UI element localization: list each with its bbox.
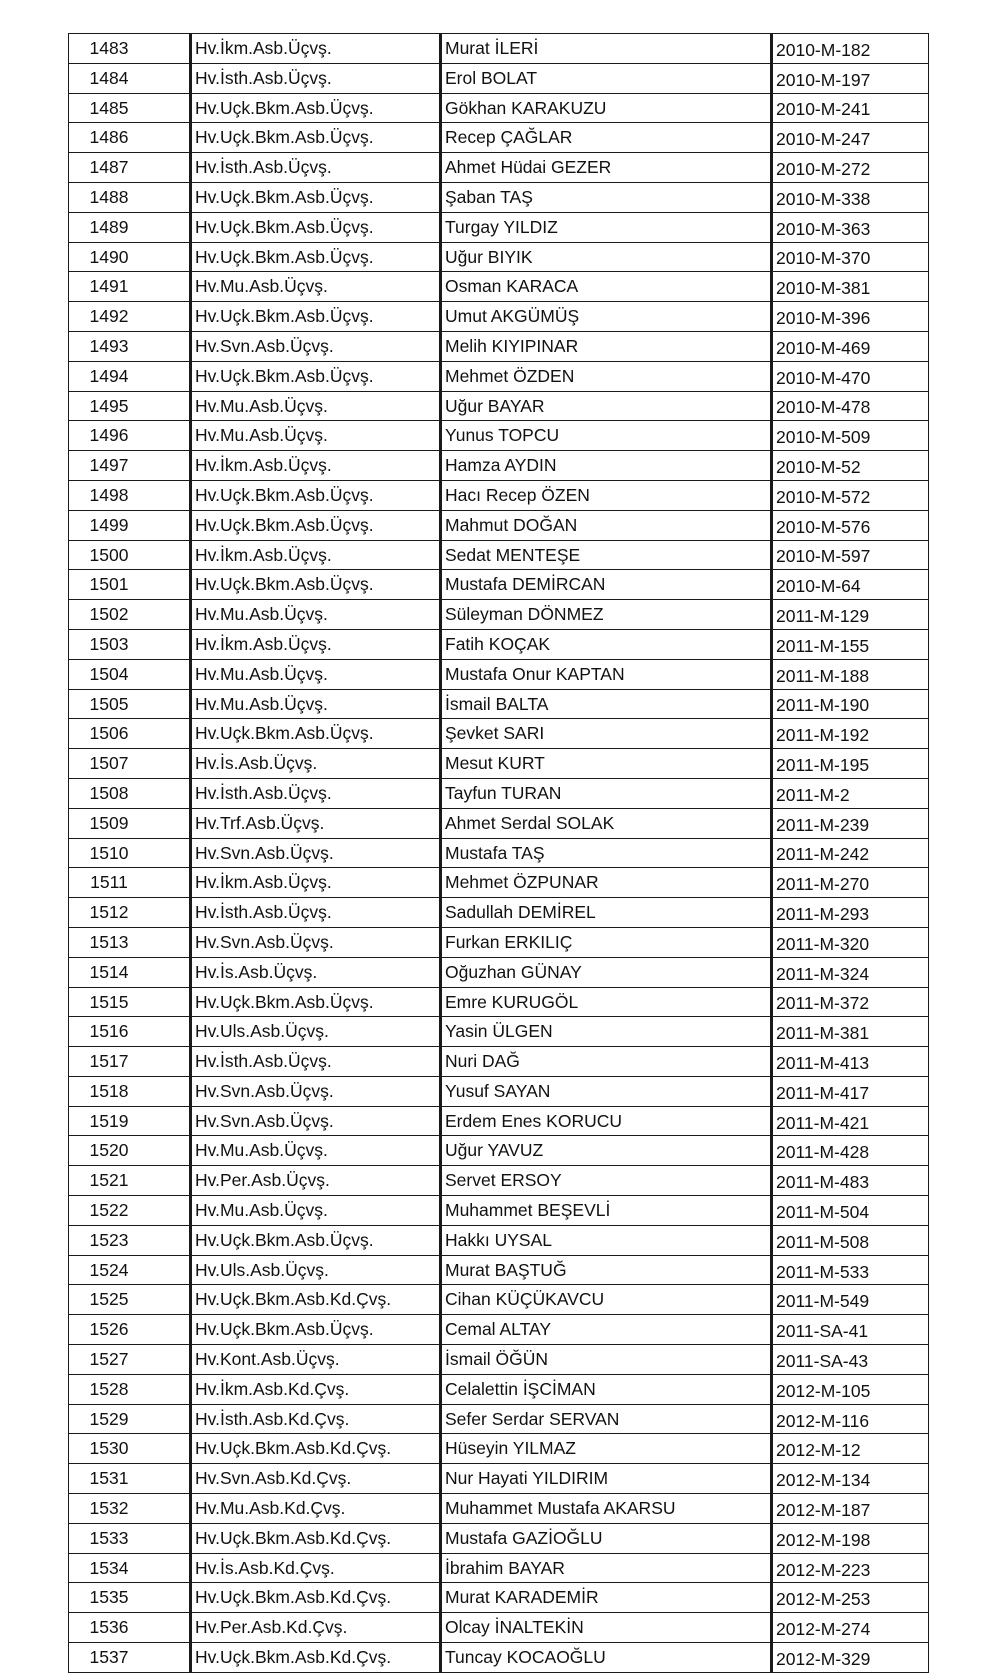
- registry-number-cell: 2011-M-413: [772, 1047, 929, 1077]
- row-number-cell: 1528: [69, 1374, 191, 1404]
- unit-rank-cell: Hv.İs.Asb.Üçvş.: [191, 749, 441, 779]
- row-number-cell: 1534: [69, 1553, 191, 1583]
- registry-number-cell: 2012-M-105: [772, 1374, 929, 1404]
- table-row: [69, 1494, 929, 1524]
- unit-rank-cell: Hv.Svn.Asb.Üçvş.: [191, 331, 441, 361]
- row-number-cell: 1497: [69, 451, 191, 481]
- row-number-cell: 1516: [69, 1017, 191, 1047]
- unit-rank-cell: Hv.İsth.Asb.Üçvş.: [191, 778, 441, 808]
- table-row: [69, 868, 929, 898]
- unit-rank-cell: Hv.İkm.Asb.Kd.Çvş.: [191, 1374, 441, 1404]
- row-number-cell: 1503: [69, 629, 191, 659]
- table-row: [69, 63, 929, 93]
- unit-rank-cell: Hv.Uçk.Bkm.Asb.Kd.Çvş.: [191, 1434, 441, 1464]
- table-row: [69, 689, 929, 719]
- registry-number-cell: 2011-M-2: [772, 778, 929, 808]
- person-name-cell: Hamza AYDIN: [441, 451, 772, 481]
- table-row: [69, 1374, 929, 1404]
- registry-number-cell: 2011-M-324: [772, 957, 929, 987]
- registry-number-cell: 2010-M-247: [772, 123, 929, 153]
- registry-number-cell: 2011-SA-41: [772, 1315, 929, 1345]
- unit-rank-cell: Hv.Trf.Asb.Üçvş.: [191, 808, 441, 838]
- row-number-cell: 1526: [69, 1315, 191, 1345]
- table-row: [69, 1076, 929, 1106]
- table-row: [69, 242, 929, 272]
- row-number-cell: 1527: [69, 1345, 191, 1375]
- registry-number-cell: 2010-M-597: [772, 540, 929, 570]
- table-row: [69, 1315, 929, 1345]
- table-row: [69, 719, 929, 749]
- unit-rank-cell: Hv.Svn.Asb.Üçvş.: [191, 927, 441, 957]
- row-number-cell: 1535: [69, 1583, 191, 1613]
- row-number-cell: 1491: [69, 272, 191, 302]
- registry-number-cell: 2010-M-241: [772, 93, 929, 123]
- row-number-cell: 1517: [69, 1047, 191, 1077]
- registry-number-cell: 2011-M-320: [772, 927, 929, 957]
- person-name-cell: Oğuzhan GÜNAY: [441, 957, 772, 987]
- table-row: [69, 1285, 929, 1315]
- person-name-cell: Olcay İNALTEKİN: [441, 1613, 772, 1643]
- person-name-cell: Servet ERSOY: [441, 1166, 772, 1196]
- person-name-cell: Hakkı UYSAL: [441, 1225, 772, 1255]
- table-row: [69, 510, 929, 540]
- person-name-cell: Muhammet BEŞEVLİ: [441, 1196, 772, 1226]
- table-row: [69, 1166, 929, 1196]
- unit-rank-cell: Hv.Uçk.Bkm.Asb.Üçvş.: [191, 1315, 441, 1345]
- unit-rank-cell: Hv.İsth.Asb.Üçvş.: [191, 898, 441, 928]
- person-name-cell: Hüseyin YILMAZ: [441, 1434, 772, 1464]
- table-row: [69, 1345, 929, 1375]
- table-row: [69, 1106, 929, 1136]
- registry-number-cell: 2010-M-370: [772, 242, 929, 272]
- registry-number-cell: 2011-M-195: [772, 749, 929, 779]
- unit-rank-cell: Hv.Per.Asb.Kd.Çvş.: [191, 1613, 441, 1643]
- unit-rank-cell: Hv.Uçk.Bkm.Asb.Üçvş.: [191, 242, 441, 272]
- table-row: [69, 1404, 929, 1434]
- table-row: [69, 331, 929, 361]
- unit-rank-cell: Hv.Uçk.Bkm.Asb.Üçvş.: [191, 212, 441, 242]
- row-number-cell: 1509: [69, 808, 191, 838]
- person-name-cell: Sedat MENTEŞE: [441, 540, 772, 570]
- unit-rank-cell: Hv.Uçk.Bkm.Asb.Üçvş.: [191, 361, 441, 391]
- row-number-cell: 1536: [69, 1613, 191, 1643]
- person-name-cell: Cihan KÜÇÜKAVCU: [441, 1285, 772, 1315]
- row-number-cell: 1504: [69, 659, 191, 689]
- unit-rank-cell: Hv.İkm.Asb.Üçvş.: [191, 868, 441, 898]
- person-name-cell: Emre KURUGÖL: [441, 987, 772, 1017]
- person-name-cell: Sefer Serdar SERVAN: [441, 1404, 772, 1434]
- table-row: [69, 153, 929, 183]
- registry-number-cell: 2010-M-470: [772, 361, 929, 391]
- row-number-cell: 1510: [69, 838, 191, 868]
- table-row: [69, 451, 929, 481]
- person-name-cell: Süleyman DÖNMEZ: [441, 600, 772, 630]
- registry-number-cell: 2012-M-134: [772, 1464, 929, 1494]
- registry-number-cell: 2012-M-253: [772, 1583, 929, 1613]
- person-name-cell: Furkan ERKILIÇ: [441, 927, 772, 957]
- unit-rank-cell: Hv.İsth.Asb.Üçvş.: [191, 1047, 441, 1077]
- registry-number-cell: 2011-M-239: [772, 808, 929, 838]
- unit-rank-cell: Hv.Mu.Asb.Üçvş.: [191, 689, 441, 719]
- row-number-cell: 1530: [69, 1434, 191, 1464]
- row-number-cell: 1505: [69, 689, 191, 719]
- person-name-cell: Tayfun TURAN: [441, 778, 772, 808]
- row-number-cell: 1489: [69, 212, 191, 242]
- table-row: [69, 1434, 929, 1464]
- person-name-cell: Yusuf SAYAN: [441, 1076, 772, 1106]
- table-row: [69, 898, 929, 928]
- person-name-cell: Erol BOLAT: [441, 63, 772, 93]
- row-number-cell: 1494: [69, 361, 191, 391]
- row-number-cell: 1506: [69, 719, 191, 749]
- registry-number-cell: 2010-M-396: [772, 302, 929, 332]
- table-row: [69, 778, 929, 808]
- row-number-cell: 1523: [69, 1225, 191, 1255]
- registry-number-cell: 2010-M-272: [772, 153, 929, 183]
- table-row: [69, 182, 929, 212]
- person-name-cell: Yasin ÜLGEN: [441, 1017, 772, 1047]
- unit-rank-cell: Hv.Mu.Asb.Üçvş.: [191, 421, 441, 451]
- row-number-cell: 1486: [69, 123, 191, 153]
- table-row: [69, 1643, 929, 1673]
- registry-number-cell: 2011-M-372: [772, 987, 929, 1017]
- person-name-cell: Murat BAŞTUĞ: [441, 1255, 772, 1285]
- person-name-cell: İbrahim BAYAR: [441, 1553, 772, 1583]
- unit-rank-cell: Hv.Uçk.Bkm.Asb.Üçvş.: [191, 987, 441, 1017]
- registry-number-cell: 2011-M-504: [772, 1196, 929, 1226]
- table-row: [69, 1583, 929, 1613]
- row-number-cell: 1507: [69, 749, 191, 779]
- table-row: [69, 540, 929, 570]
- unit-rank-cell: Hv.İs.Asb.Kd.Çvş.: [191, 1553, 441, 1583]
- registry-number-cell: 2010-M-182: [772, 34, 929, 64]
- row-number-cell: 1502: [69, 600, 191, 630]
- registry-number-cell: 2012-M-274: [772, 1613, 929, 1643]
- unit-rank-cell: Hv.Per.Asb.Üçvş.: [191, 1166, 441, 1196]
- row-number-cell: 1525: [69, 1285, 191, 1315]
- unit-rank-cell: Hv.Mu.Asb.Üçvş.: [191, 600, 441, 630]
- person-name-cell: Mahmut DOĞAN: [441, 510, 772, 540]
- table-row: [69, 391, 929, 421]
- table-row: [69, 659, 929, 689]
- unit-rank-cell: Hv.Uçk.Bkm.Asb.Üçvş.: [191, 719, 441, 749]
- table-row: [69, 272, 929, 302]
- row-number-cell: 1522: [69, 1196, 191, 1226]
- row-number-cell: 1515: [69, 987, 191, 1017]
- registry-number-cell: 2012-M-198: [772, 1523, 929, 1553]
- person-name-cell: Turgay YILDIZ: [441, 212, 772, 242]
- table-row: [69, 212, 929, 242]
- unit-rank-cell: Hv.Uçk.Bkm.Asb.Üçvş.: [191, 1225, 441, 1255]
- unit-rank-cell: Hv.Uçk.Bkm.Asb.Üçvş.: [191, 182, 441, 212]
- unit-rank-cell: Hv.Mu.Asb.Üçvş.: [191, 1136, 441, 1166]
- unit-rank-cell: Hv.Uls.Asb.Üçvş.: [191, 1017, 441, 1047]
- table-row: [69, 361, 929, 391]
- unit-rank-cell: Hv.Mu.Asb.Üçvş.: [191, 659, 441, 689]
- table-row: [69, 1464, 929, 1494]
- unit-rank-cell: Hv.İkm.Asb.Üçvş.: [191, 451, 441, 481]
- person-name-cell: Nuri DAĞ: [441, 1047, 772, 1077]
- person-name-cell: Umut AKGÜMÜŞ: [441, 302, 772, 332]
- registry-number-cell: 2011-M-549: [772, 1285, 929, 1315]
- registry-number-cell: 2011-M-381: [772, 1017, 929, 1047]
- person-name-cell: Ahmet Hüdai GEZER: [441, 153, 772, 183]
- table-row: [69, 1523, 929, 1553]
- person-name-cell: Mustafa Onur KAPTAN: [441, 659, 772, 689]
- unit-rank-cell: Hv.Mu.Asb.Üçvş.: [191, 391, 441, 421]
- table-row: [69, 1225, 929, 1255]
- unit-rank-cell: Hv.Uçk.Bkm.Asb.Üçvş.: [191, 302, 441, 332]
- unit-rank-cell: Hv.Mu.Asb.Üçvş.: [191, 272, 441, 302]
- unit-rank-cell: Hv.Uçk.Bkm.Asb.Üçvş.: [191, 93, 441, 123]
- registry-number-cell: 2011-SA-43: [772, 1345, 929, 1375]
- row-number-cell: 1492: [69, 302, 191, 332]
- unit-rank-cell: Hv.Mu.Asb.Kd.Çvş.: [191, 1494, 441, 1524]
- unit-rank-cell: Hv.Uçk.Bkm.Asb.Kd.Çvş.: [191, 1285, 441, 1315]
- unit-rank-cell: Hv.Uçk.Bkm.Asb.Üçvş.: [191, 480, 441, 510]
- person-name-cell: Yunus TOPCU: [441, 421, 772, 451]
- unit-rank-cell: Hv.Svn.Asb.Kd.Çvş.: [191, 1464, 441, 1494]
- registry-number-cell: 2011-M-421: [772, 1106, 929, 1136]
- unit-rank-cell: Hv.İkm.Asb.Üçvş.: [191, 629, 441, 659]
- row-number-cell: 1487: [69, 153, 191, 183]
- registry-number-cell: 2011-M-293: [772, 898, 929, 928]
- table-row: [69, 1196, 929, 1226]
- unit-rank-cell: Hv.Svn.Asb.Üçvş.: [191, 1106, 441, 1136]
- table-row: [69, 749, 929, 779]
- row-number-cell: 1524: [69, 1255, 191, 1285]
- unit-rank-cell: Hv.Kont.Asb.Üçvş.: [191, 1345, 441, 1375]
- person-name-cell: Uğur BIYIK: [441, 242, 772, 272]
- registry-number-cell: 2012-M-187: [772, 1494, 929, 1524]
- person-name-cell: İsmail ÖĞÜN: [441, 1345, 772, 1375]
- registry-number-cell: 2012-M-116: [772, 1404, 929, 1434]
- unit-rank-cell: Hv.Svn.Asb.Üçvş.: [191, 838, 441, 868]
- registry-number-cell: 2010-M-509: [772, 421, 929, 451]
- row-number-cell: 1500: [69, 540, 191, 570]
- row-number-cell: 1499: [69, 510, 191, 540]
- unit-rank-cell: Hv.Svn.Asb.Üçvş.: [191, 1076, 441, 1106]
- row-number-cell: 1490: [69, 242, 191, 272]
- person-name-cell: Mehmet ÖZPUNAR: [441, 868, 772, 898]
- person-name-cell: Murat İLERİ: [441, 34, 772, 64]
- table-row: [69, 1613, 929, 1643]
- row-number-cell: 1488: [69, 182, 191, 212]
- person-name-cell: Mustafa DEMİRCAN: [441, 570, 772, 600]
- person-name-cell: Mehmet ÖZDEN: [441, 361, 772, 391]
- row-number-cell: 1513: [69, 927, 191, 957]
- registry-number-cell: 2011-M-192: [772, 719, 929, 749]
- registry-number-cell: 2011-M-190: [772, 689, 929, 719]
- table-row: [69, 480, 929, 510]
- table-row: [69, 1017, 929, 1047]
- registry-number-cell: 2010-M-469: [772, 331, 929, 361]
- row-number-cell: 1501: [69, 570, 191, 600]
- registry-number-cell: 2010-M-572: [772, 480, 929, 510]
- registry-number-cell: 2011-M-188: [772, 659, 929, 689]
- person-name-cell: Mustafa GAZİOĞLU: [441, 1523, 772, 1553]
- row-number-cell: 1484: [69, 63, 191, 93]
- personnel-table: [68, 33, 929, 1673]
- person-name-cell: Osman KARACA: [441, 272, 772, 302]
- table-row: [69, 629, 929, 659]
- table-row: [69, 808, 929, 838]
- unit-rank-cell: Hv.İs.Asb.Üçvş.: [191, 957, 441, 987]
- person-name-cell: Celalettin İŞCİMAN: [441, 1374, 772, 1404]
- row-number-cell: 1518: [69, 1076, 191, 1106]
- person-name-cell: Sadullah DEMİREL: [441, 898, 772, 928]
- person-name-cell: Gökhan KARAKUZU: [441, 93, 772, 123]
- registry-number-cell: 2010-M-478: [772, 391, 929, 421]
- registry-number-cell: 2011-M-129: [772, 600, 929, 630]
- registry-number-cell: 2010-M-64: [772, 570, 929, 600]
- registry-number-cell: 2010-M-52: [772, 451, 929, 481]
- row-number-cell: 1514: [69, 957, 191, 987]
- person-name-cell: Nur Hayati YILDIRIM: [441, 1464, 772, 1494]
- registry-number-cell: 2010-M-363: [772, 212, 929, 242]
- person-name-cell: Erdem Enes KORUCU: [441, 1106, 772, 1136]
- registry-number-cell: 2010-M-338: [772, 182, 929, 212]
- table-row: [69, 957, 929, 987]
- person-name-cell: Ahmet Serdal SOLAK: [441, 808, 772, 838]
- registry-number-cell: 2010-M-576: [772, 510, 929, 540]
- unit-rank-cell: Hv.Uçk.Bkm.Asb.Üçvş.: [191, 570, 441, 600]
- person-name-cell: Fatih KOÇAK: [441, 629, 772, 659]
- registry-number-cell: 2011-M-270: [772, 868, 929, 898]
- unit-rank-cell: Hv.Uçk.Bkm.Asb.Kd.Çvş.: [191, 1643, 441, 1673]
- row-number-cell: 1483: [69, 34, 191, 64]
- table-row: [69, 1553, 929, 1583]
- person-name-cell: Murat KARADEMİR: [441, 1583, 772, 1613]
- registry-number-cell: 2011-M-508: [772, 1225, 929, 1255]
- unit-rank-cell: Hv.İsth.Asb.Kd.Çvş.: [191, 1404, 441, 1434]
- registry-number-cell: 2011-M-155: [772, 629, 929, 659]
- registry-number-cell: 2011-M-533: [772, 1255, 929, 1285]
- table-row: [69, 987, 929, 1017]
- registry-number-cell: 2012-M-12: [772, 1434, 929, 1464]
- registry-number-cell: 2010-M-381: [772, 272, 929, 302]
- unit-rank-cell: Hv.İkm.Asb.Üçvş.: [191, 540, 441, 570]
- registry-number-cell: 2010-M-197: [772, 63, 929, 93]
- table-row: [69, 838, 929, 868]
- personnel-table-body: [69, 34, 929, 1673]
- unit-rank-cell: Hv.Uçk.Bkm.Asb.Kd.Çvş.: [191, 1523, 441, 1553]
- unit-rank-cell: Hv.Uçk.Bkm.Asb.Üçvş.: [191, 510, 441, 540]
- table-row: [69, 1136, 929, 1166]
- person-name-cell: Mustafa TAŞ: [441, 838, 772, 868]
- table-row: [69, 570, 929, 600]
- unit-rank-cell: Hv.İsth.Asb.Üçvş.: [191, 153, 441, 183]
- unit-rank-cell: Hv.Uls.Asb.Üçvş.: [191, 1255, 441, 1285]
- person-name-cell: Hacı Recep ÖZEN: [441, 480, 772, 510]
- registry-number-cell: 2011-M-428: [772, 1136, 929, 1166]
- person-name-cell: Şevket SARI: [441, 719, 772, 749]
- row-number-cell: 1485: [69, 93, 191, 123]
- row-number-cell: 1512: [69, 898, 191, 928]
- registry-number-cell: 2012-M-329: [772, 1643, 929, 1673]
- table-row: [69, 93, 929, 123]
- person-name-cell: Muhammet Mustafa AKARSU: [441, 1494, 772, 1524]
- person-name-cell: Tuncay KOCAOĞLU: [441, 1643, 772, 1673]
- registry-number-cell: 2011-M-483: [772, 1166, 929, 1196]
- row-number-cell: 1496: [69, 421, 191, 451]
- person-name-cell: Melih KIYIPINAR: [441, 331, 772, 361]
- person-name-cell: Mesut KURT: [441, 749, 772, 779]
- table-row: [69, 123, 929, 153]
- person-name-cell: İsmail BALTA: [441, 689, 772, 719]
- row-number-cell: 1533: [69, 1523, 191, 1553]
- unit-rank-cell: Hv.Uçk.Bkm.Asb.Üçvş.: [191, 123, 441, 153]
- row-number-cell: 1529: [69, 1404, 191, 1434]
- registry-number-cell: 2011-M-242: [772, 838, 929, 868]
- person-name-cell: Uğur YAVUZ: [441, 1136, 772, 1166]
- row-number-cell: 1508: [69, 778, 191, 808]
- row-number-cell: 1498: [69, 480, 191, 510]
- registry-number-cell: 2012-M-223: [772, 1553, 929, 1583]
- table-row: [69, 1255, 929, 1285]
- person-name-cell: Cemal ALTAY: [441, 1315, 772, 1345]
- person-name-cell: Uğur BAYAR: [441, 391, 772, 421]
- row-number-cell: 1520: [69, 1136, 191, 1166]
- row-number-cell: 1519: [69, 1106, 191, 1136]
- person-name-cell: Recep ÇAĞLAR: [441, 123, 772, 153]
- table-row: [69, 927, 929, 957]
- table-row: [69, 421, 929, 451]
- unit-rank-cell: Hv.İkm.Asb.Üçvş.: [191, 34, 441, 64]
- row-number-cell: 1495: [69, 391, 191, 421]
- row-number-cell: 1537: [69, 1643, 191, 1673]
- table-row: [69, 34, 929, 64]
- person-name-cell: Şaban TAŞ: [441, 182, 772, 212]
- unit-rank-cell: Hv.Mu.Asb.Üçvş.: [191, 1196, 441, 1226]
- unit-rank-cell: Hv.İsth.Asb.Üçvş.: [191, 63, 441, 93]
- registry-number-cell: 2011-M-417: [772, 1076, 929, 1106]
- row-number-cell: 1531: [69, 1464, 191, 1494]
- row-number-cell: 1532: [69, 1494, 191, 1524]
- row-number-cell: 1493: [69, 331, 191, 361]
- unit-rank-cell: Hv.Uçk.Bkm.Asb.Kd.Çvş.: [191, 1583, 441, 1613]
- table-row: [69, 600, 929, 630]
- row-number-cell: 1521: [69, 1166, 191, 1196]
- table-row: [69, 302, 929, 332]
- row-number-cell: 1511: [69, 868, 191, 898]
- table-row: [69, 1047, 929, 1077]
